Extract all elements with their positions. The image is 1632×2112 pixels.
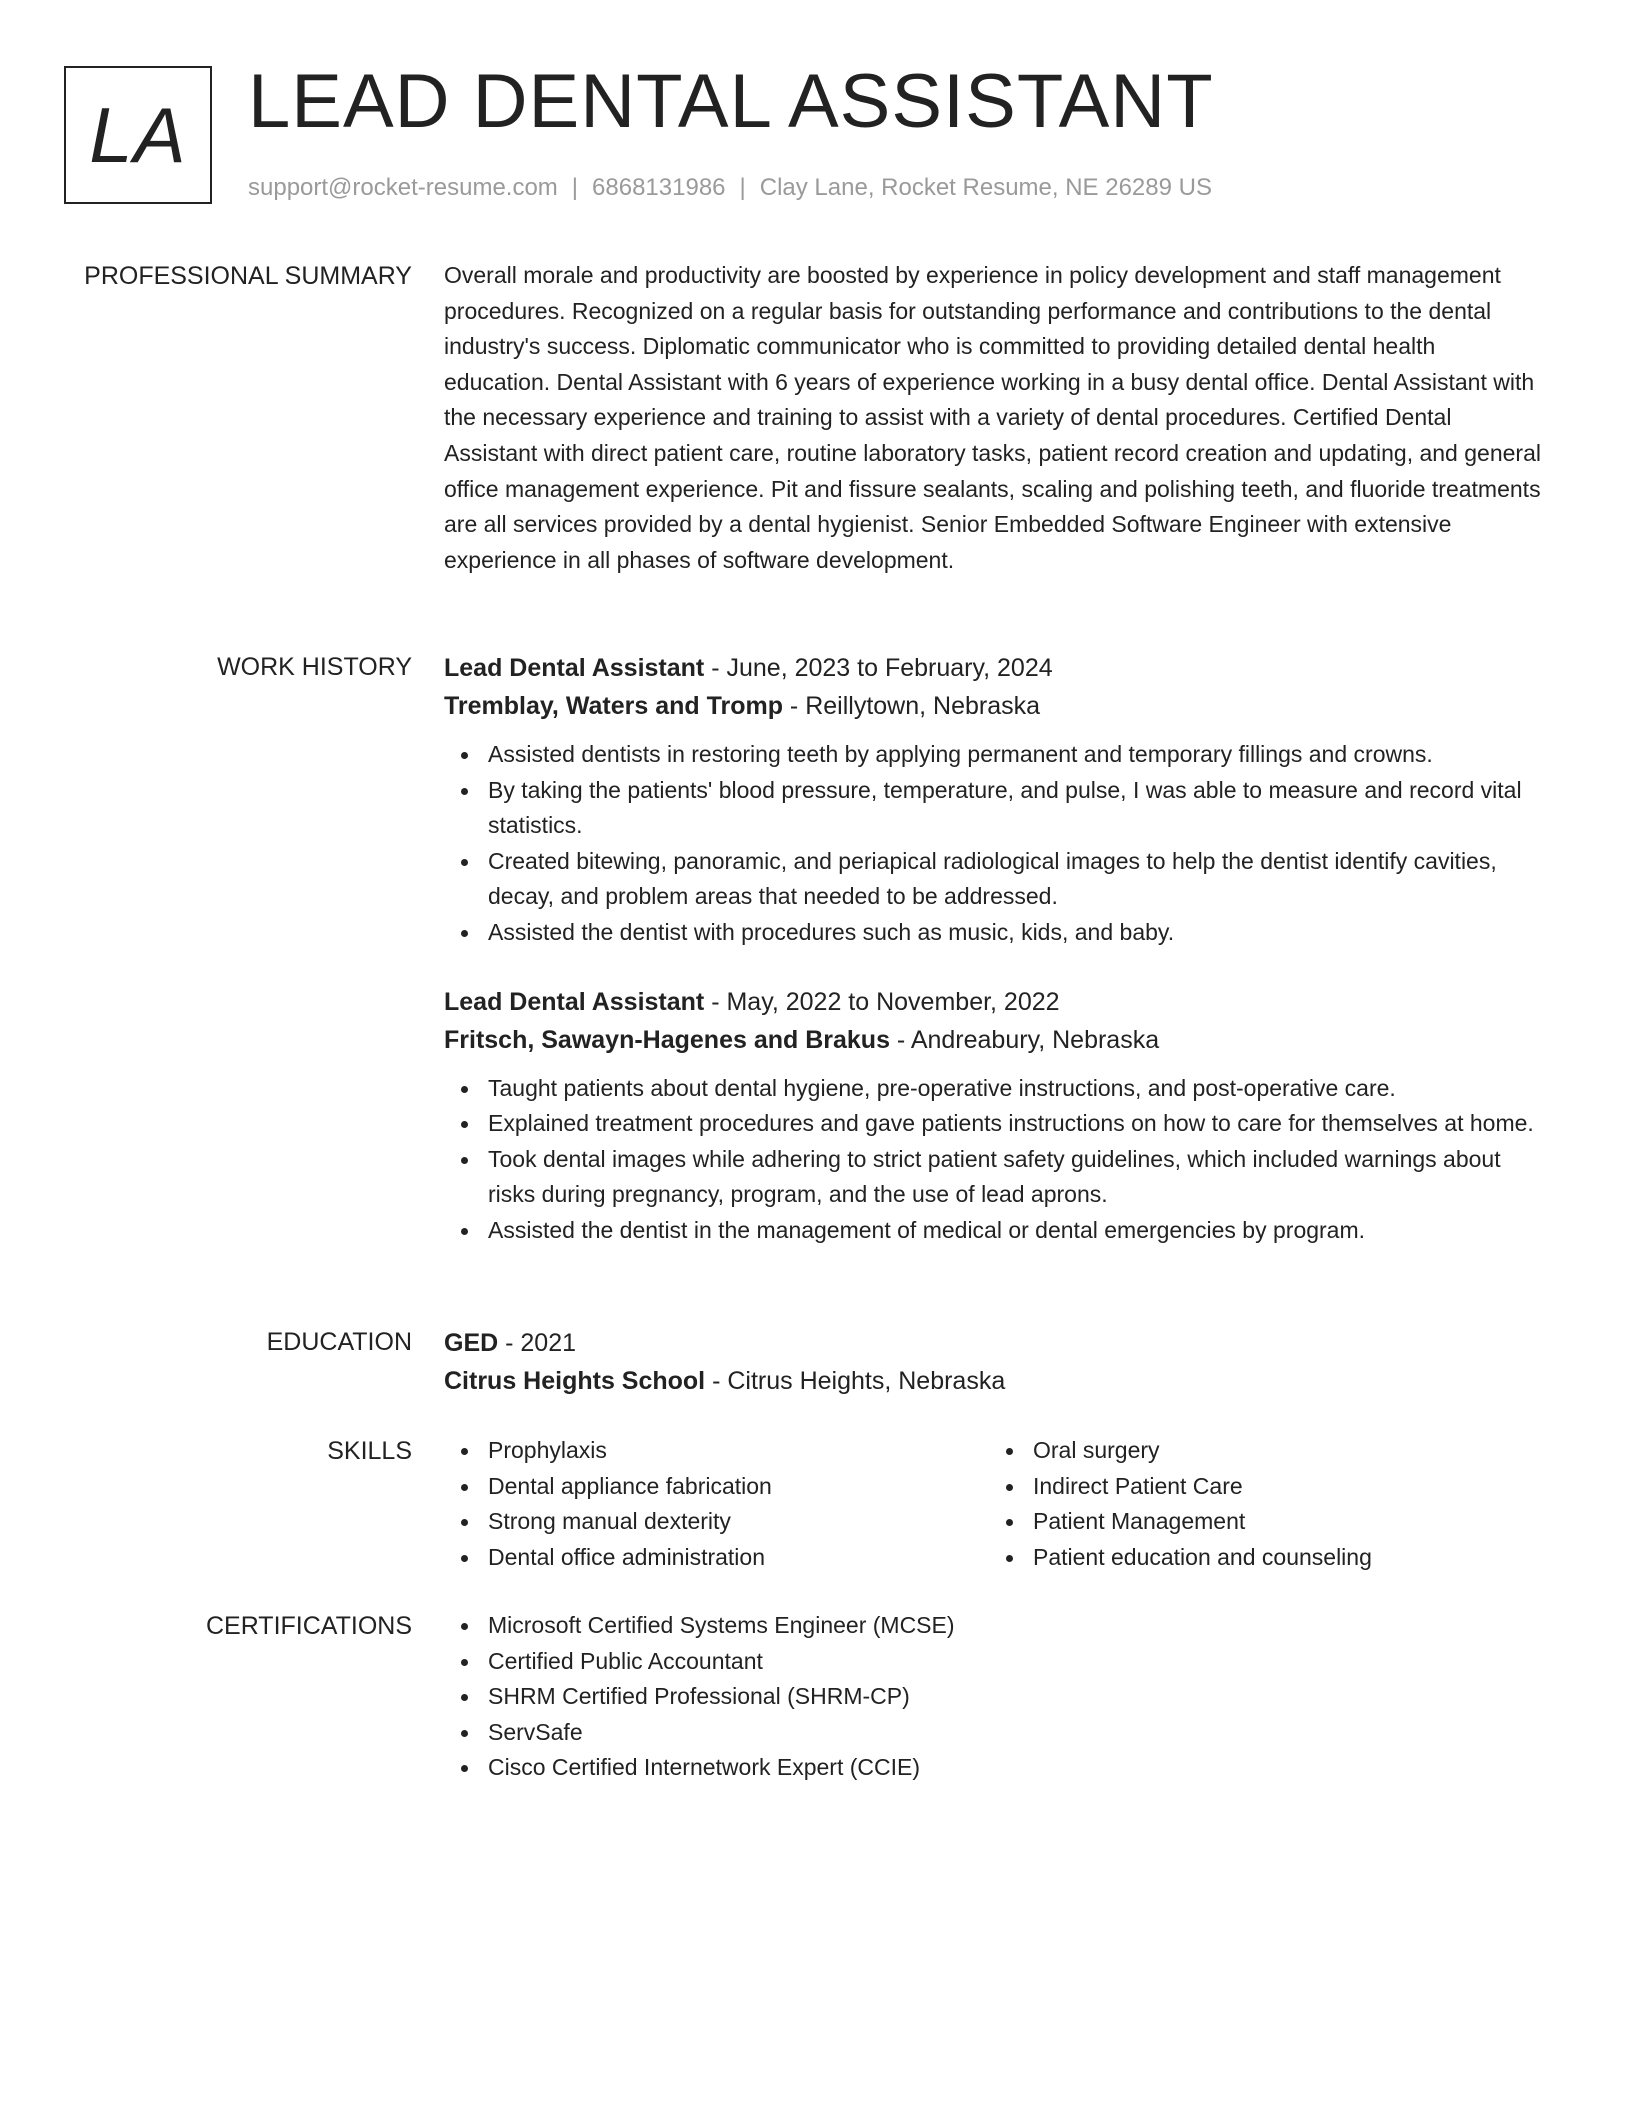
- contact-separator: |: [739, 174, 746, 201]
- monogram-initials: LA: [89, 91, 187, 179]
- list-item: Certified Public Accountant: [488, 1644, 1544, 1680]
- list-item: Assisted the dentist in the management of medical or dental emergencies by program.: [488, 1213, 1544, 1249]
- job-title-line: [444, 649, 1544, 687]
- education-school: Citrus Heights School: [444, 1367, 706, 1395]
- list-item: Patient Management: [1033, 1504, 1489, 1540]
- job-entry: [444, 983, 1544, 1249]
- contact-email: support@rocket-resume.com: [248, 174, 558, 201]
- summary-heading: PROFESSIONAL SUMMARY: [84, 262, 412, 290]
- list-item: Assisted the dentist with procedures such as music, kids, and baby.: [488, 915, 1544, 951]
- education-degree-line: [444, 1324, 1544, 1362]
- certifications-list: [444, 1608, 1544, 1786]
- work-history-body: [444, 649, 1544, 1249]
- education-school-line: [444, 1362, 1544, 1400]
- job-company: Fritsch, Sawayn-Hagenes and Brakus: [444, 1025, 890, 1054]
- list-item: Patient education and counseling: [1033, 1540, 1489, 1576]
- list-item: By taking the patients' blood pressure, temperature, and pulse, I was able to measure and record vital statistics.: [488, 773, 1544, 844]
- monogram-box: [64, 66, 212, 204]
- job-location: - Reillytown, Nebraska: [782, 692, 1041, 720]
- skills-list-left: [444, 1433, 989, 1575]
- list-item: Dental office administration: [488, 1540, 989, 1576]
- list-item: SHRM Certified Professional (SHRM-CP): [488, 1679, 1544, 1715]
- education-year: - 2021: [498, 1329, 577, 1357]
- skills-heading: SKILLS: [327, 1437, 412, 1465]
- job-bullet-list: [444, 1071, 1544, 1249]
- contact-separator: |: [571, 174, 579, 201]
- job-title-line: [444, 983, 1544, 1021]
- list-item: Indirect Patient Care: [1033, 1469, 1489, 1505]
- job-dates: - May, 2022 to November, 2022: [704, 987, 1060, 1016]
- work-history-heading: WORK HISTORY: [217, 653, 412, 681]
- list-item: Assisted dentists in restoring teeth by applying permanent and temporary fillings and crowns.: [488, 737, 1544, 773]
- list-item: Dental appliance fabrication: [488, 1469, 989, 1505]
- list-item: Created bitewing, panoramic, and periapical radiological images to help the dentist identify cavities, decay, and problem areas that needed to be addressed.: [488, 844, 1544, 915]
- summary-text: Overall morale and productivity are boosted by experience in policy development and staff management procedures. Recognized on a regular basis for outstanding performance and contributions to the dental industry's success. Diplomatic communicator who is committed to providing detailed dental health education. Dental Assistant with 6 years of experience working in a busy dental office. Dental Assistant with the necessary experience and training to assist with a variety of dental procedures. Certified Dental Assistant with direct patient care, routine laboratory tasks, patient record creation and updating, and general office management experience. Pit and fissure sealants, scaling and polishing teeth, and fluoride treatments are all services provided by a dental hygienist. Senior Embedded Software Engineer with extensive experience in all phases of software development.: [444, 262, 1541, 573]
- education-degree: GED: [444, 1329, 499, 1357]
- list-item: Prophylaxis: [488, 1433, 989, 1469]
- job-company-line: [444, 687, 1544, 725]
- contact-phone: 6868131986: [592, 174, 726, 201]
- list-item: Took dental images while adhering to strict patient safety guidelines, which included warnings about risks during pregnancy, program, and the use of lead aprons.: [488, 1142, 1544, 1213]
- certifications-body: [444, 1608, 1544, 1786]
- list-item: Oral surgery: [1033, 1433, 1489, 1469]
- job-title: Lead Dental Assistant: [444, 654, 705, 682]
- job-bullet-list: [444, 737, 1544, 951]
- education-heading: EDUCATION: [266, 1328, 412, 1356]
- skills-list-right: [989, 1433, 1489, 1575]
- list-item: Taught patients about dental hygiene, pre-operative instructions, and post-operative care.: [488, 1071, 1544, 1107]
- list-item: Strong manual dexterity: [488, 1504, 989, 1540]
- skills-body: [444, 1433, 1544, 1575]
- education-body: [444, 1324, 1544, 1400]
- education-location: - Citrus Heights, Nebraska: [705, 1367, 1006, 1395]
- certifications-heading: CERTIFICATIONS: [205, 1612, 412, 1640]
- contact-line: [248, 172, 1212, 204]
- list-item: Cisco Certified Internetwork Expert (CCIE): [488, 1750, 1544, 1786]
- summary-body: [444, 258, 1544, 578]
- job-company-line: [444, 1021, 1544, 1059]
- contact-address: Clay Lane, Rocket Resume, NE 26289 US: [759, 174, 1212, 201]
- job-entry: [444, 649, 1544, 951]
- list-item: Explained treatment procedures and gave patients instructions on how to care for themselves at home.: [488, 1106, 1544, 1142]
- job-dates: - June, 2023 to February, 2024: [704, 654, 1053, 682]
- list-item: Microsoft Certified Systems Engineer (MCSE): [488, 1608, 1544, 1644]
- resume-title: LEAD DENTAL ASSISTANT: [248, 59, 1214, 144]
- job-company: Tremblay, Waters and Tromp: [444, 692, 783, 720]
- list-item: ServSafe: [488, 1715, 1544, 1751]
- job-location: - Andreabury, Nebraska: [889, 1025, 1160, 1054]
- job-title: Lead Dental Assistant: [444, 987, 705, 1016]
